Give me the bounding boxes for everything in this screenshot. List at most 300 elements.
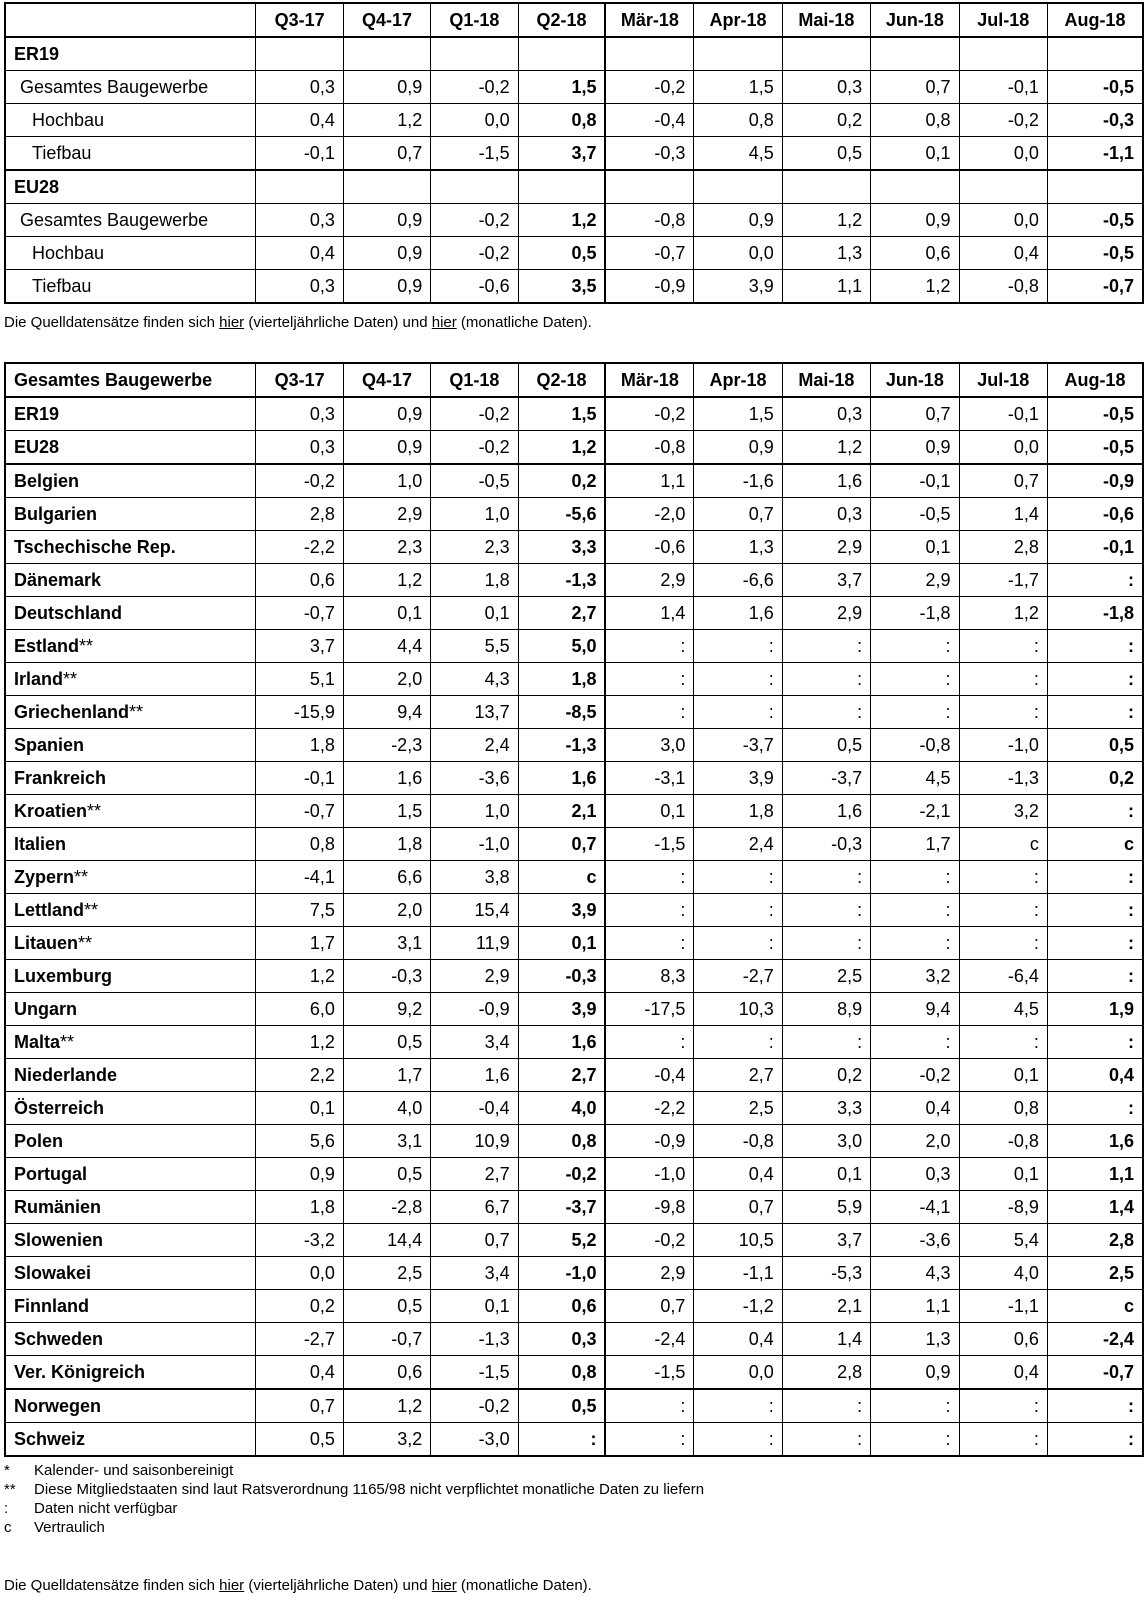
value-cell: 1,4 bbox=[959, 498, 1047, 531]
table-row bbox=[5, 729, 1143, 762]
value-cell: -0,7 bbox=[1047, 1356, 1143, 1390]
value-cell: -1,1 bbox=[959, 1290, 1047, 1323]
value-cell: 5,9 bbox=[782, 1191, 870, 1224]
value-cell: 3,1 bbox=[343, 1125, 430, 1158]
value-cell: -0,2 bbox=[959, 104, 1047, 137]
column-header: Q2-18 bbox=[518, 3, 605, 37]
row-label bbox=[5, 1290, 256, 1323]
value-cell: 1,8 bbox=[256, 1191, 343, 1224]
value-cell: -0,1 bbox=[959, 397, 1047, 431]
value-cell: 0,0 bbox=[959, 137, 1047, 171]
value-cell: : bbox=[959, 663, 1047, 696]
value-cell: : bbox=[871, 1026, 959, 1059]
value-cell: 0,0 bbox=[694, 1356, 782, 1390]
value-cell: : bbox=[694, 1026, 782, 1059]
value-cell: -0,8 bbox=[694, 1125, 782, 1158]
value-cell: -3,2 bbox=[256, 1224, 343, 1257]
value-cell: 0,9 bbox=[256, 1158, 343, 1191]
table-row bbox=[5, 498, 1143, 531]
value-cell: -1,5 bbox=[605, 1356, 693, 1390]
value-cell: -0,7 bbox=[1047, 270, 1143, 304]
value-cell: 0,4 bbox=[871, 1092, 959, 1125]
value-cell: 1,0 bbox=[431, 795, 518, 828]
value-cell: 0,3 bbox=[256, 270, 343, 304]
country-name: Ungarn bbox=[14, 999, 77, 1019]
value-cell: 2,0 bbox=[871, 1125, 959, 1158]
value-cell: 1,0 bbox=[431, 498, 518, 531]
value-cell: -0,5 bbox=[1047, 204, 1143, 237]
table-row bbox=[5, 237, 1143, 270]
value-cell: 1,8 bbox=[694, 795, 782, 828]
value-cell: : bbox=[605, 1026, 693, 1059]
row-label bbox=[5, 663, 256, 696]
country-name: Finnland bbox=[14, 1296, 89, 1316]
value-cell: 1,7 bbox=[343, 1059, 430, 1092]
column-header: Mai-18 bbox=[782, 363, 870, 397]
table-row bbox=[5, 861, 1143, 894]
value-cell: 2,9 bbox=[605, 1257, 693, 1290]
value-cell: 2,7 bbox=[518, 1059, 605, 1092]
footnote-mark: ** bbox=[87, 801, 102, 821]
country-name: Slowenien bbox=[14, 1230, 104, 1250]
table-row bbox=[5, 1323, 1143, 1356]
row-label bbox=[5, 564, 256, 597]
value-cell: 3,2 bbox=[871, 960, 959, 993]
legend-symbol: * bbox=[4, 1462, 10, 1479]
row-label bbox=[5, 531, 256, 564]
header-corner bbox=[5, 3, 256, 37]
value-cell: 0,5 bbox=[782, 729, 870, 762]
value-cell: 3,9 bbox=[694, 762, 782, 795]
row-label: Hochbau bbox=[5, 104, 256, 137]
value-cell: 1,3 bbox=[694, 531, 782, 564]
value-cell: : bbox=[1047, 927, 1143, 960]
value-cell: 0,5 bbox=[1047, 729, 1143, 762]
column-header: Q1-18 bbox=[431, 363, 518, 397]
value-cell: 1,2 bbox=[959, 597, 1047, 630]
table-row bbox=[5, 1158, 1143, 1191]
value-cell: 0,7 bbox=[694, 1191, 782, 1224]
table-row bbox=[5, 1423, 1143, 1457]
country-name: Estland bbox=[14, 636, 80, 656]
value-cell: 1,2 bbox=[518, 204, 605, 237]
value-cell: 0,1 bbox=[959, 1158, 1047, 1191]
legend-item bbox=[4, 1518, 704, 1537]
legend bbox=[4, 1461, 704, 1537]
value-cell: : bbox=[694, 630, 782, 663]
value-cell: : bbox=[871, 663, 959, 696]
value-cell: 4,3 bbox=[431, 663, 518, 696]
value-cell: -0,9 bbox=[431, 993, 518, 1026]
country-name: Norwegen bbox=[14, 1396, 102, 1416]
value-cell: 0,3 bbox=[782, 71, 870, 104]
value-cell: 0,1 bbox=[431, 597, 518, 630]
table-row bbox=[5, 762, 1143, 795]
row-label bbox=[5, 729, 256, 762]
table-row bbox=[5, 927, 1143, 960]
value-cell: 3,7 bbox=[518, 137, 605, 171]
value-cell: 0,7 bbox=[431, 1224, 518, 1257]
value-cell: : bbox=[871, 1423, 959, 1457]
value-cell: 0,8 bbox=[256, 828, 343, 861]
value-cell: 1,4 bbox=[782, 1323, 870, 1356]
value-cell: -0,2 bbox=[518, 1158, 605, 1191]
value-cell: -5,6 bbox=[518, 498, 605, 531]
value-cell: 3,2 bbox=[343, 1423, 430, 1457]
value-cell: 1,6 bbox=[782, 464, 870, 498]
table-row bbox=[5, 564, 1143, 597]
table-row bbox=[5, 531, 1143, 564]
value-cell: -2,1 bbox=[871, 795, 959, 828]
quarterly-data-link[interactable]: hier bbox=[219, 314, 245, 331]
value-cell: 0,3 bbox=[782, 397, 870, 431]
row-label: Hochbau bbox=[5, 237, 256, 270]
country-name: Zypern bbox=[14, 867, 75, 887]
country-name: Niederlande bbox=[14, 1065, 118, 1085]
value-cell: 1,2 bbox=[518, 431, 605, 465]
quarterly-data-link[interactable]: hier bbox=[219, 1577, 245, 1594]
empty-cell bbox=[694, 37, 782, 71]
row-label bbox=[5, 1158, 256, 1191]
table-row bbox=[5, 397, 1143, 431]
source-note bbox=[4, 314, 592, 331]
value-cell: 2,7 bbox=[431, 1158, 518, 1191]
value-cell: -1,5 bbox=[431, 1356, 518, 1390]
value-cell: 0,6 bbox=[959, 1323, 1047, 1356]
value-cell: -2,2 bbox=[605, 1092, 693, 1125]
value-cell: 6,7 bbox=[431, 1191, 518, 1224]
row-label bbox=[5, 894, 256, 927]
footnote-mark: ** bbox=[63, 669, 78, 689]
value-cell: -0,2 bbox=[431, 1389, 518, 1423]
empty-cell bbox=[871, 170, 959, 204]
value-cell: 4,5 bbox=[959, 993, 1047, 1026]
table-title: Gesamtes Baugewerbe bbox=[5, 363, 256, 397]
value-cell: -0,9 bbox=[605, 1125, 693, 1158]
value-cell: -0,4 bbox=[605, 104, 693, 137]
value-cell: -0,4 bbox=[431, 1092, 518, 1125]
value-cell: 9,4 bbox=[343, 696, 430, 729]
value-cell: 0,4 bbox=[959, 1356, 1047, 1390]
table-row bbox=[5, 1026, 1143, 1059]
value-cell: -2,0 bbox=[605, 498, 693, 531]
value-cell: : bbox=[1047, 1026, 1143, 1059]
value-cell: 1,6 bbox=[518, 762, 605, 795]
value-cell: 10,9 bbox=[431, 1125, 518, 1158]
value-cell: : bbox=[1047, 795, 1143, 828]
empty-cell bbox=[518, 37, 605, 71]
value-cell: 0,7 bbox=[605, 1290, 693, 1323]
group-label: ER19 bbox=[5, 37, 256, 71]
value-cell: -1,0 bbox=[605, 1158, 693, 1191]
value-cell: -1,0 bbox=[431, 828, 518, 861]
row-label bbox=[5, 795, 256, 828]
value-cell: 6,6 bbox=[343, 861, 430, 894]
value-cell: 1,2 bbox=[343, 564, 430, 597]
value-cell: 2,9 bbox=[343, 498, 430, 531]
row-label bbox=[5, 1423, 256, 1457]
value-cell: 2,3 bbox=[431, 531, 518, 564]
value-cell: 9,4 bbox=[871, 993, 959, 1026]
value-cell: : bbox=[605, 663, 693, 696]
column-header: Mär-18 bbox=[605, 363, 693, 397]
legend-text: Vertraulich bbox=[34, 1519, 105, 1536]
value-cell: : bbox=[1047, 663, 1143, 696]
row-label bbox=[5, 927, 256, 960]
value-cell: 1,8 bbox=[431, 564, 518, 597]
country-name: ER19 bbox=[14, 404, 60, 424]
value-cell: c bbox=[518, 861, 605, 894]
row-label bbox=[5, 1026, 256, 1059]
value-cell: : bbox=[871, 696, 959, 729]
value-cell: 2,8 bbox=[1047, 1224, 1143, 1257]
value-cell: 5,0 bbox=[518, 630, 605, 663]
value-cell: 1,1 bbox=[782, 270, 870, 304]
value-cell: 1,6 bbox=[431, 1059, 518, 1092]
value-cell: 3,1 bbox=[343, 927, 430, 960]
value-cell: 2,1 bbox=[518, 795, 605, 828]
value-cell: : bbox=[782, 861, 870, 894]
source-note bbox=[4, 1577, 592, 1594]
value-cell: : bbox=[1047, 564, 1143, 597]
table-row bbox=[5, 828, 1143, 861]
column-header: Q3-17 bbox=[256, 3, 343, 37]
empty-cell bbox=[782, 170, 870, 204]
country-name: Schweden bbox=[14, 1329, 104, 1349]
empty-cell bbox=[343, 170, 430, 204]
sector-table bbox=[4, 2, 1144, 304]
value-cell: -2,4 bbox=[1047, 1323, 1143, 1356]
value-cell: 3,7 bbox=[256, 630, 343, 663]
table-row bbox=[5, 993, 1143, 1026]
value-cell: -0,3 bbox=[605, 137, 693, 171]
value-cell: -2,2 bbox=[256, 531, 343, 564]
country-name: Dänemark bbox=[14, 570, 102, 590]
value-cell: 3,4 bbox=[431, 1257, 518, 1290]
value-cell: 6,0 bbox=[256, 993, 343, 1026]
value-cell: -0,3 bbox=[1047, 104, 1143, 137]
value-cell: 2,8 bbox=[782, 1356, 870, 1390]
value-cell: 14,4 bbox=[343, 1224, 430, 1257]
value-cell: 1,8 bbox=[256, 729, 343, 762]
row-label bbox=[5, 828, 256, 861]
country-name: Lettland bbox=[14, 900, 84, 920]
footnote-mark: ** bbox=[84, 900, 99, 920]
row-label: Gesamtes Baugewerbe bbox=[5, 204, 256, 237]
value-cell: 2,8 bbox=[256, 498, 343, 531]
value-cell: 1,8 bbox=[518, 663, 605, 696]
table-row bbox=[5, 1059, 1143, 1092]
value-cell: 0,7 bbox=[871, 71, 959, 104]
value-cell: : bbox=[1047, 960, 1143, 993]
value-cell: -3,0 bbox=[431, 1423, 518, 1457]
value-cell: 0,2 bbox=[782, 1059, 870, 1092]
value-cell: -0,2 bbox=[431, 204, 518, 237]
value-cell: 2,5 bbox=[782, 960, 870, 993]
legend-symbol: : bbox=[4, 1500, 9, 1517]
value-cell: 0,2 bbox=[256, 1290, 343, 1323]
value-cell: 0,1 bbox=[431, 1290, 518, 1323]
monthly-data-link[interactable]: hier bbox=[431, 1577, 457, 1594]
legend-symbol: c bbox=[4, 1519, 12, 1536]
value-cell: -3,1 bbox=[605, 762, 693, 795]
value-cell: 3,9 bbox=[518, 993, 605, 1026]
column-header: Apr-18 bbox=[694, 3, 782, 37]
value-cell: 0,9 bbox=[343, 237, 430, 270]
value-cell: 0,7 bbox=[518, 828, 605, 861]
empty-cell bbox=[431, 37, 518, 71]
value-cell: 0,0 bbox=[256, 1257, 343, 1290]
table-row bbox=[5, 663, 1143, 696]
value-cell: : bbox=[782, 927, 870, 960]
value-cell: 2,4 bbox=[431, 729, 518, 762]
value-cell: 3,2 bbox=[959, 795, 1047, 828]
country-name: Spanien bbox=[14, 735, 85, 755]
value-cell: -0,5 bbox=[1047, 237, 1143, 270]
value-cell: 1,5 bbox=[518, 397, 605, 431]
value-cell: : bbox=[694, 696, 782, 729]
value-cell: -0,1 bbox=[1047, 531, 1143, 564]
country-name: Italien bbox=[14, 834, 67, 854]
value-cell: -3,6 bbox=[431, 762, 518, 795]
value-cell: 0,3 bbox=[871, 1158, 959, 1191]
value-cell: 4,0 bbox=[959, 1257, 1047, 1290]
value-cell: 1,5 bbox=[694, 71, 782, 104]
value-cell: 0,5 bbox=[782, 137, 870, 171]
value-cell: 0,8 bbox=[518, 104, 605, 137]
country-name: Tschechische Rep. bbox=[14, 537, 176, 557]
value-cell: -0,2 bbox=[605, 397, 693, 431]
country-name: Österreich bbox=[14, 1098, 105, 1118]
monthly-data-link[interactable]: hier bbox=[431, 314, 457, 331]
value-cell: 4,0 bbox=[343, 1092, 430, 1125]
value-cell: 0,4 bbox=[256, 104, 343, 137]
value-cell: -1,8 bbox=[1047, 597, 1143, 630]
value-cell: 1,1 bbox=[1047, 1158, 1143, 1191]
column-header: Apr-18 bbox=[694, 363, 782, 397]
table-row bbox=[5, 1290, 1143, 1323]
table-row bbox=[5, 431, 1143, 465]
row-label bbox=[5, 464, 256, 498]
value-cell: 8,3 bbox=[605, 960, 693, 993]
value-cell: 1,2 bbox=[343, 1389, 430, 1423]
column-header: Jun-18 bbox=[871, 363, 959, 397]
value-cell: 2,5 bbox=[1047, 1257, 1143, 1290]
value-cell: : bbox=[782, 696, 870, 729]
value-cell: 3,0 bbox=[782, 1125, 870, 1158]
table-row bbox=[5, 597, 1143, 630]
value-cell: 3,4 bbox=[431, 1026, 518, 1059]
value-cell: 10,3 bbox=[694, 993, 782, 1026]
value-cell: -0,9 bbox=[1047, 464, 1143, 498]
value-cell: : bbox=[959, 630, 1047, 663]
value-cell: : bbox=[959, 894, 1047, 927]
value-cell: -0,2 bbox=[431, 397, 518, 431]
value-cell: : bbox=[694, 1423, 782, 1457]
value-cell: 0,1 bbox=[256, 1092, 343, 1125]
value-cell: 0,7 bbox=[256, 1389, 343, 1423]
value-cell: 0,7 bbox=[343, 137, 430, 171]
value-cell: : bbox=[694, 663, 782, 696]
value-cell: 2,9 bbox=[605, 564, 693, 597]
empty-cell bbox=[256, 37, 343, 71]
value-cell: 4,5 bbox=[694, 137, 782, 171]
value-cell: : bbox=[1047, 1389, 1143, 1423]
value-cell: -1,0 bbox=[959, 729, 1047, 762]
value-cell: : bbox=[694, 927, 782, 960]
value-cell: : bbox=[605, 630, 693, 663]
source-note-text: Die Quelldatensätze finden sich bbox=[4, 1577, 220, 1594]
value-cell: : bbox=[1047, 894, 1143, 927]
value-cell: 0,3 bbox=[256, 431, 343, 465]
value-cell: 0,1 bbox=[782, 1158, 870, 1191]
value-cell: 0,2 bbox=[518, 464, 605, 498]
value-cell: 1,2 bbox=[782, 431, 870, 465]
value-cell: : bbox=[605, 861, 693, 894]
value-cell: 0,5 bbox=[518, 237, 605, 270]
value-cell: 5,5 bbox=[431, 630, 518, 663]
row-label bbox=[5, 431, 256, 465]
value-cell: -0,6 bbox=[1047, 498, 1143, 531]
value-cell: : bbox=[605, 894, 693, 927]
value-cell: : bbox=[782, 1423, 870, 1457]
country-name: Portugal bbox=[14, 1164, 88, 1184]
value-cell: 1,6 bbox=[1047, 1125, 1143, 1158]
value-cell: -2,7 bbox=[694, 960, 782, 993]
value-cell: 0,9 bbox=[694, 431, 782, 465]
value-cell: 0,5 bbox=[343, 1290, 430, 1323]
table-row bbox=[5, 137, 1143, 171]
legend-item bbox=[4, 1480, 704, 1499]
value-cell: 2,4 bbox=[694, 828, 782, 861]
value-cell: 0,0 bbox=[959, 204, 1047, 237]
value-cell: : bbox=[959, 1423, 1047, 1457]
column-header: Q2-18 bbox=[518, 363, 605, 397]
value-cell: -6,6 bbox=[694, 564, 782, 597]
value-cell: 0,9 bbox=[871, 431, 959, 465]
value-cell: 15,4 bbox=[431, 894, 518, 927]
value-cell: -3,6 bbox=[871, 1224, 959, 1257]
table-row bbox=[5, 1257, 1143, 1290]
value-cell: : bbox=[694, 894, 782, 927]
value-cell: 0,8 bbox=[871, 104, 959, 137]
country-name: Frankreich bbox=[14, 768, 107, 788]
value-cell: 0,9 bbox=[343, 71, 430, 104]
footnote-mark: ** bbox=[78, 933, 93, 953]
value-cell: : bbox=[871, 861, 959, 894]
value-cell: -1,0 bbox=[518, 1257, 605, 1290]
footnote-mark: ** bbox=[129, 702, 144, 722]
value-cell: -0,2 bbox=[431, 431, 518, 465]
legend-text: Daten nicht verfügbar bbox=[34, 1500, 178, 1517]
row-label: Tiefbau bbox=[5, 270, 256, 304]
value-cell: 0,9 bbox=[871, 204, 959, 237]
value-cell: 2,9 bbox=[871, 564, 959, 597]
row-label bbox=[5, 696, 256, 729]
value-cell: 4,4 bbox=[343, 630, 430, 663]
value-cell: 0,1 bbox=[343, 597, 430, 630]
value-cell: -1,8 bbox=[871, 597, 959, 630]
value-cell: -3,7 bbox=[782, 762, 870, 795]
column-header: Aug-18 bbox=[1047, 363, 1143, 397]
value-cell: 0,9 bbox=[694, 204, 782, 237]
value-cell: -8,5 bbox=[518, 696, 605, 729]
value-cell: : bbox=[871, 927, 959, 960]
value-cell: : bbox=[782, 1026, 870, 1059]
country-name: Belgien bbox=[14, 471, 80, 491]
value-cell: 0,0 bbox=[694, 237, 782, 270]
value-cell: -9,8 bbox=[605, 1191, 693, 1224]
